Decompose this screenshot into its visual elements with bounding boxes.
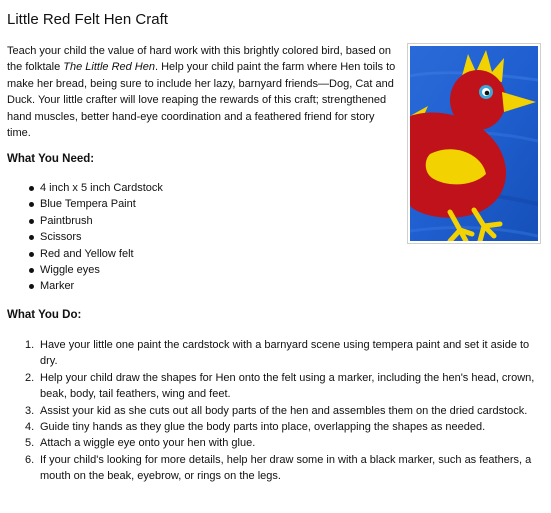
what-you-do-heading: What You Do: bbox=[7, 309, 82, 321]
step-item bbox=[25, 403, 536, 419]
step-number: 1. bbox=[25, 339, 35, 351]
step-item bbox=[25, 452, 536, 485]
list-item: Red and Yellow felt bbox=[40, 246, 163, 262]
step-text: If your child's looking for more details, help her draw some in with a black marker, such as feathers, a mouth on the beak, eyebrow, or rings on the legs. bbox=[40, 453, 532, 483]
list-item: Marker bbox=[40, 278, 163, 294]
hen-craft-illustration bbox=[410, 46, 538, 241]
intro-text-after: . Help your child paint the farm where Hen toils to make her bread, being sure to include her lazy, barnyard friends—Dog, Cat and Duck. Your little crafter will love reaping the rewards of this craft; strengthened hand muscles, better hand-eye coordination and a feathered friend for story time. bbox=[7, 61, 396, 140]
step-item bbox=[25, 435, 536, 451]
list-item: 4 inch x 5 inch Cardstock bbox=[40, 180, 163, 196]
step-number: 3. bbox=[25, 404, 35, 417]
what-you-need-heading: What You Need: bbox=[7, 153, 95, 165]
list-item: Wiggle eyes bbox=[40, 262, 163, 278]
supplies-list bbox=[0, 180, 163, 295]
step-number: 5. bbox=[25, 437, 35, 450]
step-number: 4. bbox=[25, 421, 35, 434]
step-text: Attach a wiggle eye onto your hen with glue. bbox=[40, 437, 256, 450]
hen-head bbox=[450, 70, 506, 130]
hen-craft-image bbox=[407, 43, 541, 244]
step-number: 2. bbox=[25, 371, 35, 384]
page-title: Little Red Felt Hen Craft bbox=[7, 11, 168, 28]
list-item: Blue Tempera Paint bbox=[40, 196, 163, 212]
step-text: Have your little one paint the cardstock with a barnyard scene using tempera paint and set it aside to dry. bbox=[40, 339, 530, 368]
intro-text-before: Teach your child the value of hard work with this brightly colored bird, based on the folktale bbox=[7, 45, 391, 74]
step-item bbox=[25, 419, 536, 435]
step-item bbox=[25, 370, 536, 403]
book-title: The Little Red Hen bbox=[63, 61, 155, 74]
step-text: Guide tiny hands as they glue the body parts into place, overlapping the shapes as needed. bbox=[40, 421, 486, 434]
intro-paragraph bbox=[7, 43, 399, 141]
step-item bbox=[25, 337, 536, 370]
list-item: Paintbrush bbox=[40, 213, 163, 229]
list-item: Scissors bbox=[40, 229, 163, 245]
step-number: 6. bbox=[25, 453, 35, 466]
steps-list bbox=[0, 337, 536, 485]
step-text: Assist your kid as she cuts out all body parts of the hen and assembles them on the dried cardstock. bbox=[40, 404, 528, 417]
step-text: Help your child draw the shapes for Hen onto the felt using a marker, including the hen's head, crown, beak, body, tail feathers, wing and feet. bbox=[40, 371, 535, 401]
